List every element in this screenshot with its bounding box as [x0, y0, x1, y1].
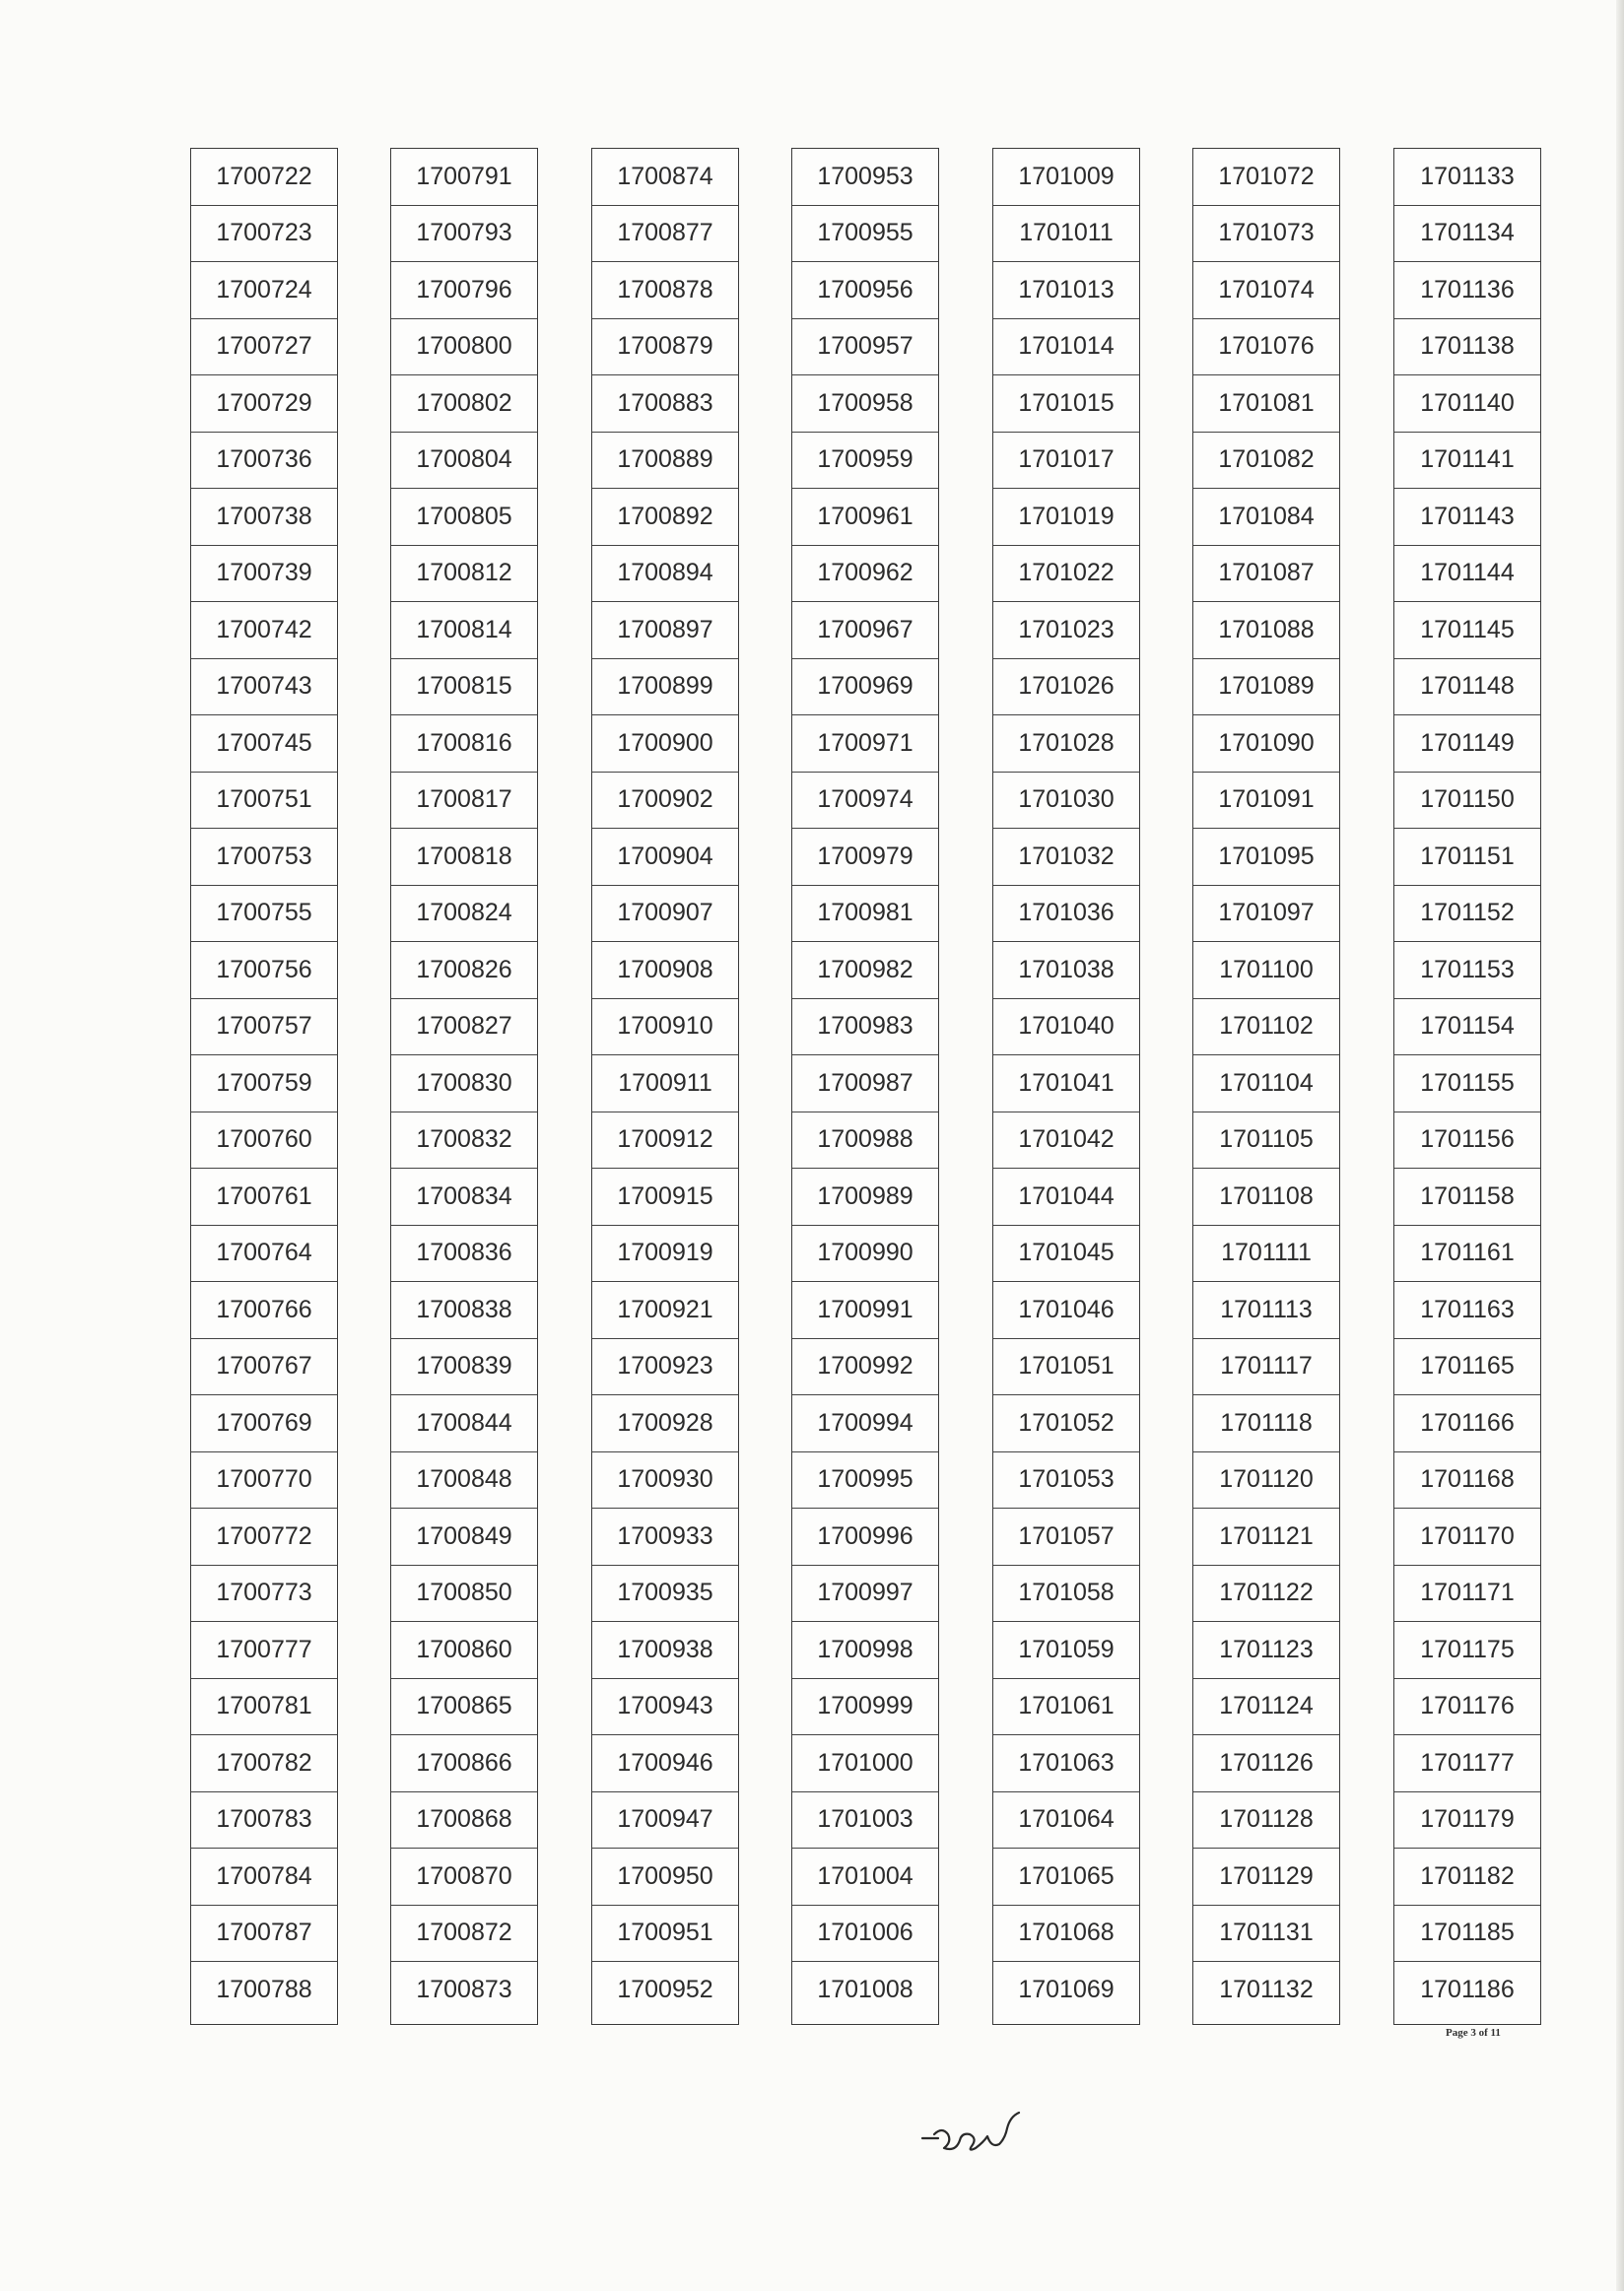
number-cell: 1701102	[1193, 999, 1339, 1056]
number-cell: 1701004	[792, 1849, 938, 1906]
number-cell: 1701065	[993, 1849, 1139, 1906]
number-cell: 1700772	[191, 1509, 337, 1566]
number-cell: 1700723	[191, 206, 337, 263]
number-cell: 1700904	[592, 829, 738, 886]
number-cell: 1700812	[391, 546, 537, 603]
number-cell: 1700761	[191, 1169, 337, 1226]
number-cell: 1700784	[191, 1849, 337, 1906]
number-cell: 1701138	[1394, 319, 1540, 376]
number-cell: 1700999	[792, 1679, 938, 1736]
page-edge	[1616, 0, 1624, 2291]
number-cell: 1701131	[1193, 1906, 1339, 1963]
number-cell: 1701152	[1394, 886, 1540, 943]
number-cell: 1700923	[592, 1339, 738, 1396]
number-cell: 1700961	[792, 489, 938, 546]
number-cell: 1700994	[792, 1395, 938, 1452]
number-cell: 1701053	[993, 1452, 1139, 1510]
number-cell: 1700971	[792, 715, 938, 773]
number-cell: 1700983	[792, 999, 938, 1056]
number-cell: 1701176	[1394, 1679, 1540, 1736]
number-cell: 1700759	[191, 1055, 337, 1112]
number-cell: 1700870	[391, 1849, 537, 1906]
number-column-6	[1192, 148, 1340, 2025]
number-cell: 1700974	[792, 773, 938, 830]
number-cell: 1700910	[592, 999, 738, 1056]
number-cell: 1701117	[1193, 1339, 1339, 1396]
number-cell: 1700824	[391, 886, 537, 943]
number-cell: 1701186	[1420, 1976, 1515, 2004]
number-cell: 1700873	[416, 1976, 512, 2004]
number-cell: 1701158	[1394, 1169, 1540, 1226]
number-cell: 1700989	[792, 1169, 938, 1226]
number-cell: 1701082	[1193, 433, 1339, 490]
number-cell: 1700955	[792, 206, 938, 263]
number-cell: 1701023	[993, 602, 1139, 659]
number-column-4	[791, 148, 939, 2025]
number-cell: 1700912	[592, 1112, 738, 1170]
number-cell: 1700766	[191, 1282, 337, 1339]
number-cell: 1700962	[792, 546, 938, 603]
number-cell: 1700826	[391, 942, 537, 999]
number-cell: 1701111	[1193, 1226, 1339, 1283]
number-cell: 1700982	[792, 942, 938, 999]
number-cell: 1700755	[191, 886, 337, 943]
number-cell: 1701058	[993, 1566, 1139, 1623]
number-cell: 1701170	[1394, 1509, 1540, 1566]
number-cell: 1701015	[993, 375, 1139, 433]
number-cell: 1701120	[1193, 1452, 1339, 1510]
number-cell: 1700757	[191, 999, 337, 1056]
number-cell: 1700894	[592, 546, 738, 603]
number-cell: 1700950	[592, 1849, 738, 1906]
number-cell: 1700802	[391, 375, 537, 433]
number-cell: 1700850	[391, 1566, 537, 1623]
number-cell: 1700915	[592, 1169, 738, 1226]
number-cell: 1700839	[391, 1339, 537, 1396]
number-cell: 1700745	[191, 715, 337, 773]
number-cell: 1701091	[1193, 773, 1339, 830]
number-cell: 1700979	[792, 829, 938, 886]
number-cell: 1700736	[191, 433, 337, 490]
number-cell: 1701011	[993, 206, 1139, 263]
number-cell: 1701057	[993, 1509, 1139, 1566]
number-column-2	[390, 148, 538, 2025]
number-cell: 1701044	[993, 1169, 1139, 1226]
number-cell: 1701008	[817, 1976, 914, 2004]
number-cell: 1701032	[993, 829, 1139, 886]
number-cell: 1700990	[792, 1226, 938, 1283]
number-cell: 1701151	[1394, 829, 1540, 886]
number-cell: 1701105	[1193, 1112, 1339, 1170]
number-cell: 1701040	[993, 999, 1139, 1056]
number-cell: 1701132	[1219, 1976, 1314, 2004]
number-cell: 1700957	[792, 319, 938, 376]
number-cell: 1700998	[792, 1622, 938, 1679]
number-cell: 1701097	[1193, 886, 1339, 943]
number-cell: 1701113	[1193, 1282, 1339, 1339]
number-cell: 1700991	[792, 1282, 938, 1339]
number-cell: 1700892	[592, 489, 738, 546]
number-cell: 1700849	[391, 1509, 537, 1566]
number-cell: 1700832	[391, 1112, 537, 1170]
number-cell: 1701081	[1193, 375, 1339, 433]
number-cell: 1701069	[1018, 1976, 1115, 2004]
number-cell: 1700800	[391, 319, 537, 376]
number-cell: 1700902	[592, 773, 738, 830]
number-cell: 1701154	[1394, 999, 1540, 1056]
number-cell: 1701104	[1193, 1055, 1339, 1112]
number-cell: 1700921	[592, 1282, 738, 1339]
number-cell: 1700767	[191, 1339, 337, 1396]
number-cell: 1701129	[1193, 1849, 1339, 1906]
number-cell: 1700816	[391, 715, 537, 773]
number-column-7	[1393, 148, 1541, 2025]
number-cell: 1701095	[1193, 829, 1339, 886]
number-cell: 1700729	[191, 375, 337, 433]
number-cell: 1700947	[592, 1792, 738, 1850]
number-cell: 1701019	[993, 489, 1139, 546]
number-cell: 1700874	[592, 149, 738, 206]
number-cell: 1701100	[1193, 942, 1339, 999]
number-cell: 1701014	[993, 319, 1139, 376]
number-cell: 1701126	[1193, 1735, 1339, 1792]
number-cell: 1700995	[792, 1452, 938, 1510]
number-cell: 1700988	[792, 1112, 938, 1170]
number-cell: 1701149	[1394, 715, 1540, 773]
number-cell: 1700878	[592, 262, 738, 319]
number-cell: 1700900	[592, 715, 738, 773]
number-cell: 1701073	[1193, 206, 1339, 263]
number-cell: 1700815	[391, 659, 537, 716]
number-cell: 1701063	[993, 1735, 1139, 1792]
number-cell: 1700907	[592, 886, 738, 943]
number-cell: 1701030	[993, 773, 1139, 830]
number-cell: 1700952	[617, 1976, 713, 2004]
number-cell: 1701168	[1394, 1452, 1540, 1510]
number-cell: 1700879	[592, 319, 738, 376]
number-cell: 1700756	[191, 942, 337, 999]
number-cell: 1701042	[993, 1112, 1139, 1170]
number-cell: 1701038	[993, 942, 1139, 999]
number-cell: 1700724	[191, 262, 337, 319]
number-cell: 1700953	[792, 149, 938, 206]
number-cell: 1700933	[592, 1509, 738, 1566]
number-cell: 1701122	[1193, 1566, 1339, 1623]
number-cell: 1701144	[1394, 546, 1540, 603]
number-cell: 1700959	[792, 433, 938, 490]
number-cell: 1700897	[592, 602, 738, 659]
number-cell: 1701179	[1394, 1792, 1540, 1850]
number-cell: 1701013	[993, 262, 1139, 319]
number-cell: 1700791	[391, 149, 537, 206]
number-cell: 1700769	[191, 1395, 337, 1452]
number-cell: 1700883	[592, 375, 738, 433]
number-cell: 1700930	[592, 1452, 738, 1510]
number-cell: 1700889	[592, 433, 738, 490]
number-cell: 1700848	[391, 1452, 537, 1510]
number-cell: 1701003	[792, 1792, 938, 1850]
number-cell: 1701076	[1193, 319, 1339, 376]
number-column-1	[190, 148, 338, 2025]
number-cell: 1701121	[1193, 1509, 1339, 1566]
number-cell: 1700844	[391, 1395, 537, 1452]
number-cell: 1701087	[1193, 546, 1339, 603]
number-cell: 1701123	[1193, 1622, 1339, 1679]
number-cell: 1700818	[391, 829, 537, 886]
number-cell: 1701000	[792, 1735, 938, 1792]
number-cell: 1701064	[993, 1792, 1139, 1850]
number-cell: 1701017	[993, 433, 1139, 490]
number-cell: 1701141	[1394, 433, 1540, 490]
number-cell: 1700946	[592, 1735, 738, 1792]
number-cell: 1701088	[1193, 602, 1339, 659]
number-cell: 1700928	[592, 1395, 738, 1452]
number-cell: 1700834	[391, 1169, 537, 1226]
number-cell: 1701026	[993, 659, 1139, 716]
number-cell: 1700987	[792, 1055, 938, 1112]
number-cell: 1700992	[792, 1339, 938, 1396]
number-cell: 1701150	[1394, 773, 1540, 830]
number-cell: 1701052	[993, 1395, 1139, 1452]
number-cell: 1701175	[1394, 1622, 1540, 1679]
number-cell: 1701022	[993, 546, 1139, 603]
number-cell: 1701068	[993, 1906, 1139, 1963]
number-cell: 1700817	[391, 773, 537, 830]
number-cell: 1700722	[191, 149, 337, 206]
number-cell: 1700783	[191, 1792, 337, 1850]
number-column-5	[992, 148, 1140, 2025]
number-cell: 1700814	[391, 602, 537, 659]
number-cell: 1700753	[191, 829, 337, 886]
number-cell: 1700781	[191, 1679, 337, 1736]
number-cell: 1701148	[1394, 659, 1540, 716]
number-cell: 1701059	[993, 1622, 1139, 1679]
number-cell: 1700943	[592, 1679, 738, 1736]
number-cell: 1700743	[191, 659, 337, 716]
number-cell: 1701061	[993, 1679, 1139, 1736]
number-cell: 1700866	[391, 1735, 537, 1792]
number-cell: 1701161	[1394, 1226, 1540, 1283]
number-cell: 1700793	[391, 206, 537, 263]
number-cell: 1701045	[993, 1226, 1139, 1283]
number-cell: 1701108	[1193, 1169, 1339, 1226]
number-cell: 1700773	[191, 1566, 337, 1623]
number-cell: 1700868	[391, 1792, 537, 1850]
number-cell: 1701009	[993, 149, 1139, 206]
number-cell: 1700751	[191, 773, 337, 830]
number-cell: 1700727	[191, 319, 337, 376]
number-cell: 1701140	[1394, 375, 1540, 433]
number-cell: 1700951	[592, 1906, 738, 1963]
number-cell: 1700738	[191, 489, 337, 546]
number-cell: 1700796	[391, 262, 537, 319]
number-cell: 1700838	[391, 1282, 537, 1339]
number-cell: 1700969	[792, 659, 938, 716]
number-cell: 1700860	[391, 1622, 537, 1679]
number-cell: 1701128	[1193, 1792, 1339, 1850]
number-cell: 1700935	[592, 1566, 738, 1623]
number-cell: 1700981	[792, 886, 938, 943]
number-cell: 1700760	[191, 1112, 337, 1170]
page-number: Page 3 of 11	[1446, 2027, 1501, 2039]
number-cell: 1700830	[391, 1055, 537, 1112]
number-cell: 1700787	[191, 1906, 337, 1963]
number-cell: 1701041	[993, 1055, 1139, 1112]
number-cell: 1701185	[1394, 1906, 1540, 1963]
number-cell: 1700919	[592, 1226, 738, 1283]
number-cell: 1701155	[1394, 1055, 1540, 1112]
number-cell: 1700827	[391, 999, 537, 1056]
number-cell: 1701156	[1394, 1112, 1540, 1170]
number-cell: 1700805	[391, 489, 537, 546]
number-cell: 1701166	[1394, 1395, 1540, 1452]
number-cell: 1701177	[1394, 1735, 1540, 1792]
number-cell: 1701006	[792, 1906, 938, 1963]
signature	[916, 2109, 1035, 2168]
number-cell: 1701182	[1394, 1849, 1540, 1906]
number-cell: 1701153	[1394, 942, 1540, 999]
number-cell: 1701089	[1193, 659, 1339, 716]
number-cell: 1701028	[993, 715, 1139, 773]
number-cell: 1700764	[191, 1226, 337, 1283]
number-cell: 1700938	[592, 1622, 738, 1679]
number-cell: 1700956	[792, 262, 938, 319]
number-cell: 1701134	[1394, 206, 1540, 263]
number-cell: 1701133	[1394, 149, 1540, 206]
number-cell: 1701136	[1394, 262, 1540, 319]
number-cell: 1701051	[993, 1339, 1139, 1396]
number-cell: 1701143	[1394, 489, 1540, 546]
number-cell: 1700997	[792, 1566, 938, 1623]
number-cell: 1700911	[592, 1055, 738, 1112]
number-cell: 1701072	[1193, 149, 1339, 206]
number-cell: 1700908	[592, 942, 738, 999]
number-cell: 1700865	[391, 1679, 537, 1736]
number-cell: 1700804	[391, 433, 537, 490]
number-cell: 1700899	[592, 659, 738, 716]
number-cell: 1700788	[216, 1976, 312, 2004]
number-cell: 1700782	[191, 1735, 337, 1792]
number-cell: 1700967	[792, 602, 938, 659]
number-cell: 1701118	[1193, 1395, 1339, 1452]
number-cell: 1700958	[792, 375, 938, 433]
number-cell: 1700836	[391, 1226, 537, 1283]
number-cell: 1701171	[1394, 1566, 1540, 1623]
number-cell: 1701090	[1193, 715, 1339, 773]
number-cell: 1700996	[792, 1509, 938, 1566]
number-cell: 1701145	[1394, 602, 1540, 659]
number-cell: 1701165	[1394, 1339, 1540, 1396]
number-cell: 1700872	[391, 1906, 537, 1963]
number-cell: 1700739	[191, 546, 337, 603]
number-cell: 1701074	[1193, 262, 1339, 319]
number-cell: 1700777	[191, 1622, 337, 1679]
number-cell: 1701124	[1193, 1679, 1339, 1736]
number-cell: 1700877	[592, 206, 738, 263]
number-cell: 1700742	[191, 602, 337, 659]
number-cell: 1701163	[1394, 1282, 1540, 1339]
number-cell: 1701046	[993, 1282, 1139, 1339]
number-cell: 1701036	[993, 886, 1139, 943]
number-cell: 1700770	[191, 1452, 337, 1510]
number-cell: 1701084	[1193, 489, 1339, 546]
number-column-3	[591, 148, 739, 2025]
